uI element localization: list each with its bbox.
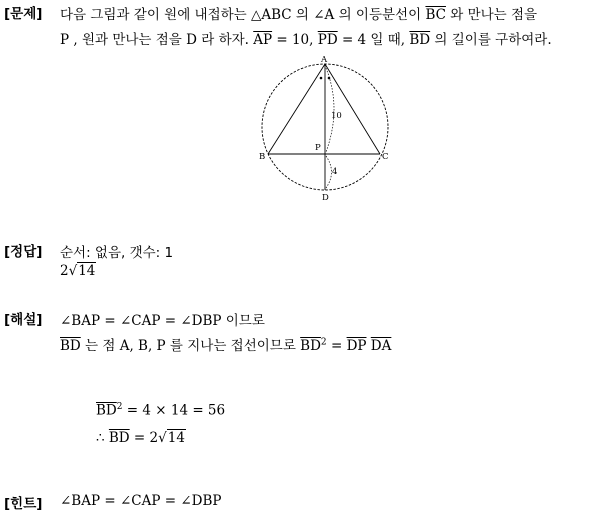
angle-mark-right xyxy=(328,77,331,80)
solution-line-1: ∠BAP = ∠CAP = ∠DBP 이므로 xyxy=(60,313,265,329)
hint-tag: [힌트] xyxy=(4,496,43,512)
solution-equation-2: ∴ $\overline{BD} = 2√14$ xyxy=(96,430,185,446)
length-ap-label: 10 xyxy=(331,111,342,121)
answer-value: 2√14 xyxy=(60,263,96,279)
solution-line-2: $\overline{BD}$ 는 점 A, B, P 를 지나는 접선이므로 $\overline{BD}^2 = \overline{DP}$ $\overline{DA}$ xyxy=(60,337,392,354)
side-ac xyxy=(325,64,380,154)
angle-mark-left xyxy=(320,77,323,80)
geometry-figure xyxy=(250,56,400,208)
solution-tag: [해설] xyxy=(4,312,43,328)
label-b: B xyxy=(259,152,266,162)
problem-line-1: 다음 그림과 같이 원에 내접하는 △ABC 의 ∠A 의 이등분선이 $\overline{BC}$ 와 만나는 점을 xyxy=(60,7,538,23)
length-pd-label: 4 xyxy=(332,167,338,177)
label-d: D xyxy=(322,193,329,203)
label-p: P xyxy=(315,143,321,153)
problem-tag: [문제] xyxy=(4,6,43,22)
label-c: C xyxy=(382,152,389,162)
answer-tag: [정답] xyxy=(4,244,43,260)
brace-pd xyxy=(326,156,332,188)
brace-ap xyxy=(326,68,334,152)
hint-line-1: ∠BAP = ∠CAP = ∠DBP xyxy=(60,493,222,509)
problem-line-2: P , 원과 만나는 점을 D 라 하자. $\overline{AP} = 10$, $\overline{PD} = 4$ 일 때, $\overline{BD}$ 의 길이를 구하여라. xyxy=(60,32,552,48)
label-a: A xyxy=(321,56,328,65)
side-ab xyxy=(268,64,325,154)
solution-equation-1: $\overline{BD}^2 = 4 \times 14 = 56$ xyxy=(96,402,226,419)
answer-line-1: 순서: 없음, 갯수: 1 xyxy=(60,245,174,261)
